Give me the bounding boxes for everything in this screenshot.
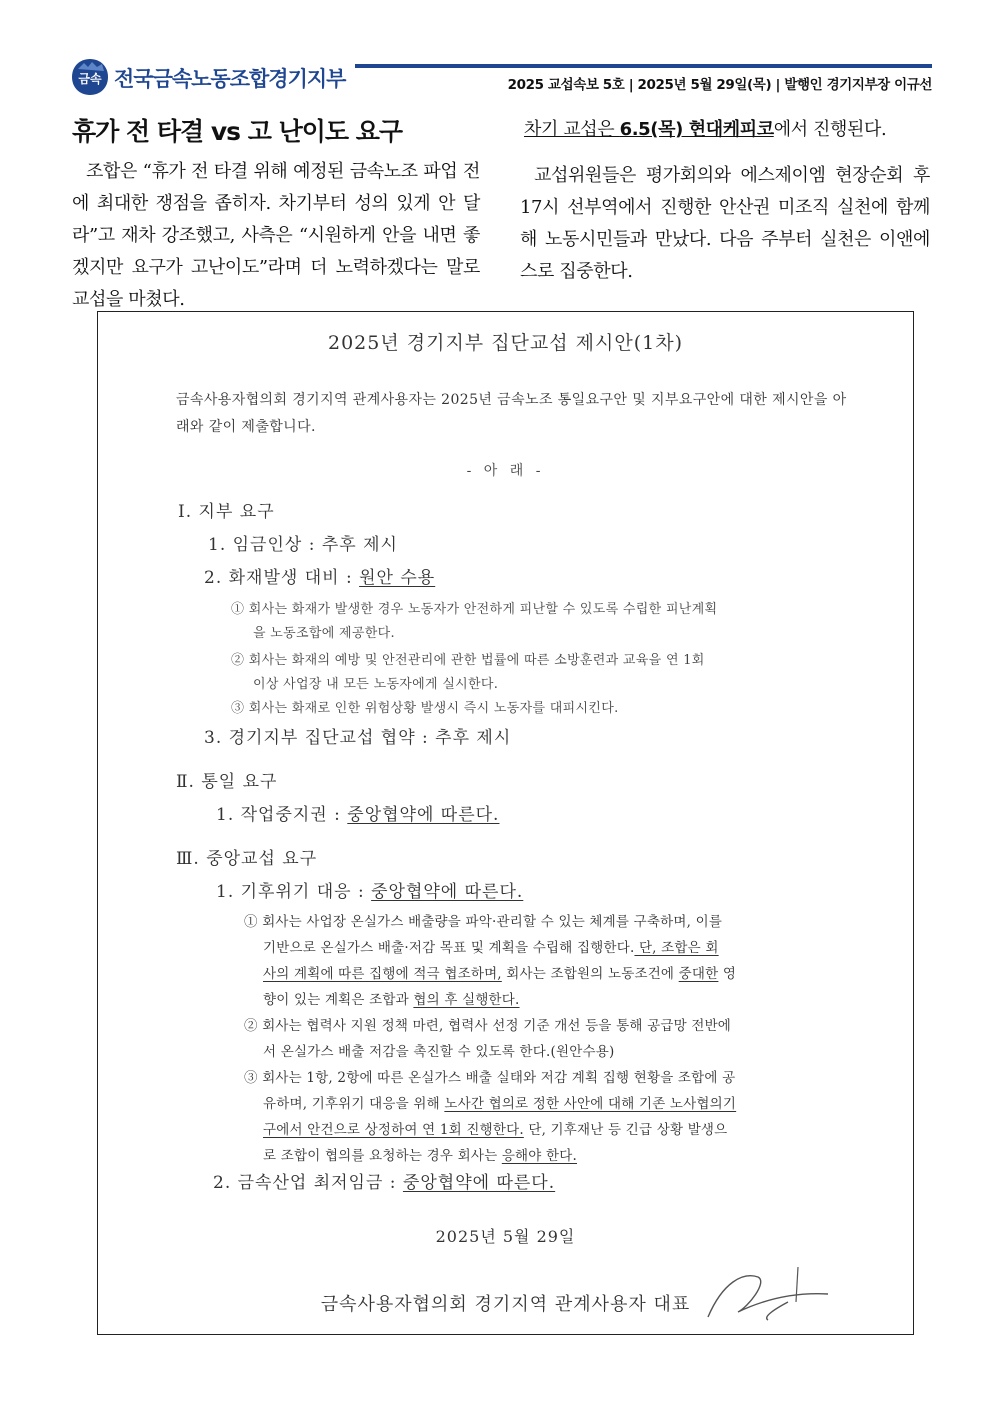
- scanned-proposal-document: [97, 311, 914, 1335]
- clause-underlined: 협의 후 실행한다.: [413, 992, 520, 1008]
- section-3-clause-3d: [263, 1144, 577, 1164]
- section-3-item-1: [216, 877, 523, 902]
- section-2-heading: Ⅱ. 통일 요구: [176, 772, 278, 792]
- clause-underlined: 응해야 한다.: [501, 1148, 577, 1164]
- next-meeting-notice: [524, 112, 930, 148]
- clause-text: 향이 있는 계획은 조합과: [263, 992, 414, 1008]
- section-3-clause-2b: 서 온실가스 배출 저감을 촉진할 수 있도록 한다.(원안수용): [263, 1044, 615, 1060]
- section-1-clause-1a: ① 회사는 화재가 발생한 경우 노동자가 안전하게 피난할 수 있도록 수립한 피난계획: [231, 602, 718, 617]
- item-answer: 중앙협약에 따른다.: [371, 882, 524, 902]
- item-label: 1. 기후위기 대응 :: [216, 882, 372, 902]
- next-meeting-prefix: 차기 교섭은: [524, 119, 620, 140]
- document-center-heading: - 아 래 -: [466, 463, 545, 479]
- clause-underlined: 노사간 협의로 정한 사안에 대해 기존 노사협의기: [444, 1096, 737, 1112]
- document-title: 2025년 경기지부 집단교섭 제시안(1차): [328, 332, 683, 354]
- clause-text: 단, 기후재난 등 긴급 상황 발생으: [523, 1122, 728, 1138]
- clause-underlined: 사의 계획에 따른 집행에 적극 협조하며,: [263, 966, 502, 982]
- clause-underlined: 구에서 안건으로 상정하여 연 1회 진행한다.: [263, 1122, 524, 1138]
- section-1-item-2: [204, 563, 435, 588]
- union-logo-icon: [70, 57, 110, 97]
- document-signatory: 금속사용자협의회 경기지역 관계사용자 대표: [320, 1294, 691, 1315]
- clause-underlined: 단, 조합은 회: [634, 940, 719, 956]
- section-1-clause-2a: ② 회사는 화재의 예방 및 안전관리에 관한 법률에 따른 소방훈련과 교육을 연 1회: [231, 653, 705, 668]
- document-date: 2025년 5월 29일: [435, 1227, 576, 1246]
- clause-text: 유하며, 기후위기 대응을 위해: [263, 1096, 445, 1112]
- item-label: 2. 금속산업 최저임금 :: [213, 1173, 403, 1193]
- clause-underlined: 중대한: [678, 966, 719, 982]
- section-1-item-3: 3. 경기지부 집단교섭 협약 : 추후 제시: [204, 728, 512, 748]
- section-3-item-2: [213, 1168, 555, 1193]
- clause-text: 회사는 조합원의 노동조건에: [501, 966, 679, 982]
- item-answer: 원안 수용: [359, 568, 436, 588]
- page-header: [70, 55, 932, 101]
- section-1-item-1: 1. 임금인상 : 추후 제시: [208, 535, 398, 555]
- handwritten-signature-icon: [668, 1262, 838, 1332]
- clause-text: 영: [718, 966, 737, 982]
- item-answer: 중앙협약에 따른다.: [347, 805, 500, 825]
- issue-meta: 2025 교섭속보 5호 | 2025년 5월 29일(목) | 발행인 경기지부장 이규선: [507, 77, 932, 93]
- section-3-clause-3c: [263, 1118, 727, 1138]
- item-label: 1. 작업중지권 :: [216, 805, 348, 825]
- next-meeting-date-place: 6.5(목) 현대케피코: [619, 119, 774, 140]
- section-3-heading: Ⅲ. 중앙교섭 요구: [176, 849, 318, 869]
- article-left-column: [72, 112, 480, 316]
- section-3-clause-3a: ③ 회사는 1항, 2항에 따른 온실가스 배출 실태와 저감 계획 집행 현황을 조합에 공: [244, 1070, 736, 1086]
- right-paragraph: 교섭위원들은 평가회의와 에스제이엠 현장순회 후 17시 선부역에서 진행한 안산권 미조직 실천에 함께해 노동시민들과 만났다. 다음 주부터 실천은 이앤에스로 집중한다.: [520, 165, 930, 282]
- section-3-clause-1b: [263, 936, 719, 956]
- org-name: 전국금속노동조합경기지부: [114, 67, 346, 91]
- section-1-heading: Ⅰ. 지부 요구: [178, 502, 275, 522]
- section-1-clause-2b: 이상 사업장 내 모든 노동자에게 실시한다.: [253, 677, 499, 692]
- clause-text: 로 조합이 협의를 요청하는 경우 회사는: [263, 1148, 502, 1164]
- section-1-clause-3: ③ 회사는 화재로 인한 위험상황 발생시 즉시 노동자를 대피시킨다.: [231, 701, 619, 716]
- item-answer: 중앙협약에 따른다.: [402, 1173, 556, 1193]
- left-paragraph: 조합은 “휴가 전 타결 위해 예정된 금속노조 파업 전에 최대한 쟁점을 좁히자. 차기부터 성의 있게 안 달라”고 재차 강조했고, 사측은 “시원하게 안을 내면 좋겠지만 요구가 고난이도”라며 더 노력하겠다는 말로 교섭을 마쳤다.: [72, 161, 480, 310]
- section-3-clause-1c: [263, 962, 736, 982]
- section-3-clause-2a: ② 회사는 협력사 지원 정책 마련, 협력사 선정 기준 개선 등을 통해 공급망 전반에: [244, 1018, 732, 1034]
- article-right-column: [520, 112, 930, 288]
- section-2-item-1: [216, 800, 499, 825]
- logo-text: 금속: [78, 72, 102, 86]
- headline: 휴가 전 타결 vs 고 난이도 요구: [72, 117, 403, 146]
- item-label: 2. 화재발생 대비 :: [204, 568, 360, 588]
- section-3-clause-1d: [263, 988, 520, 1008]
- next-meeting-suffix: 에서 진행된다.: [773, 119, 887, 140]
- document-intro: 금속사용자협의회 경기지역 관계사용자는 2025년 금속노조 통일요구안 및 지부요구안에 대한 제시안을 아래와 같이 제출합니다.: [176, 392, 847, 435]
- section-3-clause-3b: [263, 1092, 736, 1112]
- clause-text: 기반으로 온실가스 배출·저감 목표 및 계획을 수립해 집행한다.: [263, 940, 635, 956]
- header-divider: [355, 64, 932, 68]
- section-3-clause-1a: ① 회사는 사업장 온실가스 배출량을 파악·관리할 수 있는 체계를 구축하며, 이를: [244, 914, 723, 930]
- section-1-clause-1b: 을 노동조합에 제공한다.: [253, 626, 395, 641]
